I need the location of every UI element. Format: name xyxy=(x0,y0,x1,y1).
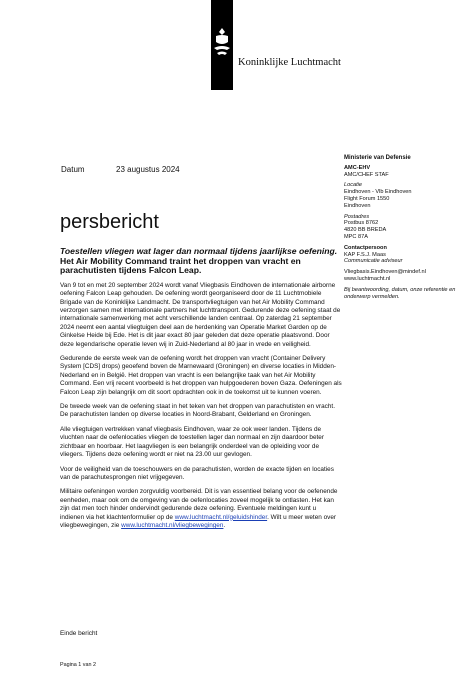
logo-text: Koninklijke Luchtmacht xyxy=(238,57,341,68)
article-body xyxy=(60,247,342,536)
postadres-line: Postbus 8762 xyxy=(344,220,379,227)
air-force-emblem-icon xyxy=(213,26,231,62)
paragraph: Van 9 tot en met 20 september 2024 wordt vanaf Vliegbasis Eindhoven de internationale airborne oefening Falcon Leap gehouden. De oefening wordt georganiseerd door de 11 Luchtmobiele Brigade van de Koninklijke Landmacht. De transportvliegtuigen van het Air Mobility Command verzorgen samen met internationale partners het luchttransport. Gedurende deze oefening staat de internationale samenwerking met acht verschillende landen centraal. Op zaterdag 21 september 2024 neemt een aantal vliegtuigen deel aan de herdenking van Operatie Market Garden op de Ginkelse Heide bij Ede. Het is dit jaar exact 80 jaar geleden dat deze operatie plaatsvond. Door deze legendarische operatie leven wij in Zuid-Nederland al 80 jaar in vrede en veiligheid. xyxy=(60,281,341,348)
reference-note: Bij beantwoording, datum, onze referentie en onderwerp vermelden. xyxy=(344,286,456,300)
ministry-name: Ministerie van Defensie xyxy=(344,155,411,161)
paragraph-text: Militaire oefeningen worden zorgvuldig voorbereid. Dit is van essentieel belang voor de oefenende eenheden, maar ook om de omgeving van de oefenlocaties zoveel mogelijk te ontlasten. Het kan zijn dat men toch hinder ondervindt gedurende deze oefening. Eventuele meldingen kunt u indienen via het klachtenformulier op de xyxy=(60,488,338,521)
end-of-message: Einde bericht xyxy=(60,630,98,637)
contact-role: Communicatie adviseur xyxy=(344,258,403,265)
postadres-line: MPC 87A xyxy=(344,233,368,240)
paragraph: Voor de veiligheid van de toeschouwers en de parachutisten, worden de exacte tijden en locaties van de parachutesprongen niet vrijgegeven. xyxy=(60,465,334,481)
postadres-line: 4820 BB BREDA xyxy=(344,227,387,234)
paragraph: Alle vliegtuigen vertrekken vanaf vliegbasis Eindhoven, waar ze ook weer landen. Tijdens de vluchten naar de oefenlocaties vliegen de toestellen lager dan normaal en zijn daardoor beter zichtbaar en hoorbaar. Het laagvliegen is een belangrijk onderdeel van de opleiding voor de vliegers. Tijdens deze oefening wordt er niet na 23.00 uur gevlogen. xyxy=(60,425,324,459)
paragraph: Gedurende de eerste week van de oefening wordt het droppen van vracht (Container Delivery System [CDS] drops) geoefend boven de Marnewaard (Groningen) en diverse locaties in Midden-Nederland en in België. Het droppen van vracht is een belangrijke taak van het Air Mobility Command. Een vrij recent voorbeeld is het droppen van hulpgoederen boven Gaza. Oefeningen als Falcon Leap zijn belangrijk om dit soort opdrachten ook in de toekomst uit te kunnen voeren. xyxy=(60,355,342,396)
date-value: 23 augustus 2024 xyxy=(116,165,180,174)
contact-name: KAP F.S.J. Maas xyxy=(344,251,386,258)
locatie-label: Locatie xyxy=(344,182,363,189)
postadres-label: Postadres xyxy=(344,213,370,220)
logo-emblem-bar xyxy=(211,0,233,90)
unit-sub: AMC/CHEF STAF xyxy=(344,171,389,178)
headline: Het Air Mobility Command traint het droppen van vracht en parachutisten tijdens Falcon Leap. xyxy=(60,255,301,276)
website: www.luchtmacht.nl xyxy=(344,275,391,282)
paragraph-text: . Wilt u meer weten over vliegbewegingen, zie xyxy=(60,513,337,529)
contact-label: Contactpersoon xyxy=(344,244,387,251)
locatie-line: Flight Forum 1550 xyxy=(344,195,390,202)
subtitle: Toestellen vliegen wat lager dan normaal tijdens jaarlijkse oefening. xyxy=(60,246,338,256)
paragraph-with-links xyxy=(60,488,342,530)
page-title: persbericht xyxy=(60,211,159,233)
sidebar-address-block xyxy=(344,155,470,300)
locatie-line: Eindhoven - Vlb Eindhoven xyxy=(344,189,412,196)
unit-name: AMC-EHV xyxy=(344,164,371,171)
email-address: Vliegbasis.Eindhoven@mindef.nl xyxy=(344,269,426,276)
page-number: Pagina 1 van 2 xyxy=(60,662,96,668)
paragraph: De tweede week van de oefening staat in het teken van het droppen van parachutisten en vracht. De parachutisten landen op diverse locaties in Noord-Brabant, Gelderland en Groningen. xyxy=(60,403,335,419)
paragraph-text: . xyxy=(223,521,226,529)
locatie-line: Eindhoven xyxy=(344,202,371,209)
date-label: Datum xyxy=(61,165,85,174)
geluidshinder-link[interactable]: www.luchtmacht.nl/geluidshinder xyxy=(174,513,268,521)
vliegbewegingen-link[interactable]: www.luchtmacht.nl/vliegbewegingen xyxy=(121,521,224,529)
